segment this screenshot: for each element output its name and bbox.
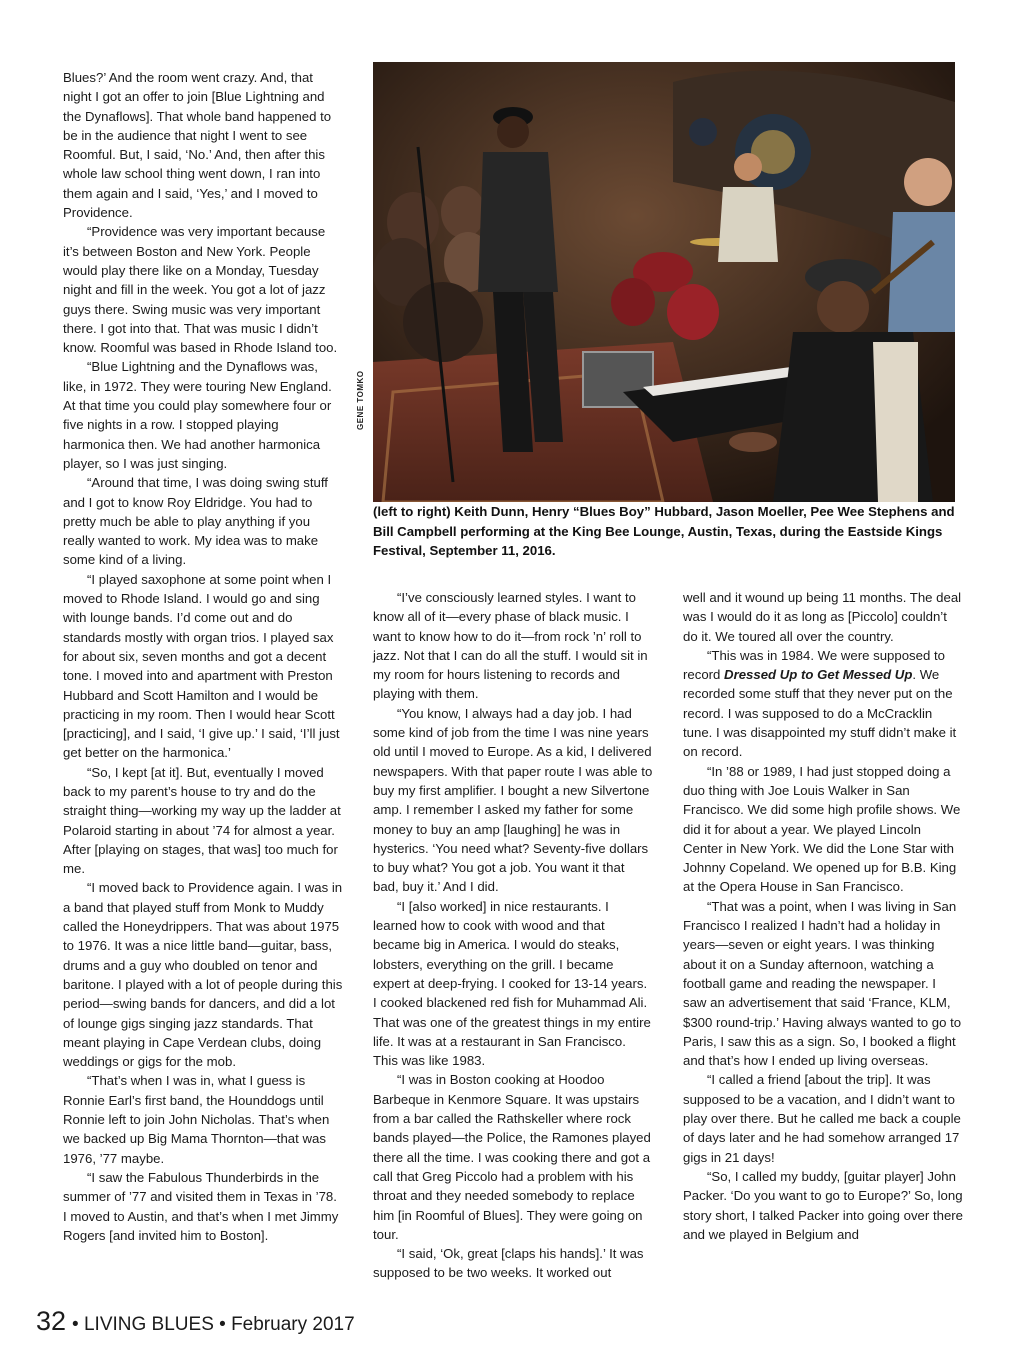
page-footer xyxy=(36,1306,355,1337)
page-number: 32 xyxy=(36,1306,67,1336)
paragraph: “I moved back to Providence again. I was in a band that played stuff from Monk to Muddy called the Honeydrippers. That was about 1975 to 1976. It was a nice little band—guitar, bass, drums and a guy who doubled on tenor and baritone. I played with a lot of people during this period—swing bands for dancers, and did a lot of lounge gigs singing jazz standards. That meant playing in Cape Verdean clubs, doing weddings or gigs for the mob. xyxy=(63,880,343,1070)
paragraph: “I played saxophone at some point when I moved to Rhode Island. I would go and sing with lounge bands. I’d come out and do standards mostly with organ trios. I played sax for about six, seven months and got a decent tone. I moved into and apartment with Preston Hubbard and Scott Hamilton and I would be practicing in my room. Then I would hear Scott [practicing], and I said, ‘I give up.’ I said, ‘I’ll just get better on the harmonica.’ xyxy=(63,571,340,761)
paragraph: Blues?’ And the room went crazy. And, that night I got an offer to join [Blue Lightning and the Dynaflows]. That whole band happened to be in the audience that night I went to see Roomful. But, I said, ‘No.’ And, then after this whole law school thing went down, I ran into them again and I said, ‘Yes,’ and I moved to Providence. xyxy=(63,70,332,221)
paragraph: “So, I called my buddy, [guitar player] John Packer. ‘Do you want to go to Europe?’ So, long story short, I talked Packer into going over there and we played in Belgium and xyxy=(683,1168,964,1242)
paragraph: “I saw the Fabulous Thunderbirds in the summer of ’77 and visited them in Texas in ’78. I moved to Austin, and that’s when I met Jimmy Rogers [and invited him to Boston]. xyxy=(63,1169,339,1243)
paragraph: “Providence was very important because it’s between Boston and New York. People would play there like on a Monday, Tuesday night and fill in the week. You got a lot of jazz guys there. Swing music was very important there. I got into that. That was music I didn’t know. Roomful was based in Rhode Island too. xyxy=(63,224,338,356)
photo-caption: (left to right) Keith Dunn, Henry “Blues Boy” Hubbard, Jason Moeller, Pee Wee Stephens and Bill Campbell performing at the King Bee Lounge, Austin, Texas, during the Eastside Kings Festival, September 11, 2016. xyxy=(373,504,955,558)
publication-line: • LIVING BLUES • February 2017 xyxy=(72,1314,355,1335)
paragraph: “That’s when I was in, what I guess is Ronnie Earl’s first band, the Hounddogs until Ronnie left to join John Nicholas. That’s when we backed up Big Mama Thornton—that was 1976, ’77 maybe. xyxy=(63,1073,330,1166)
photo-credit: GENE TOMKO xyxy=(356,370,365,430)
article-column-left xyxy=(63,68,343,1245)
paragraph-text: “This was in 1984. We were supposed to record xyxy=(683,647,945,683)
paragraph: “I called a friend [about the trip]. It was supposed to be a vacation, and I didn’t want to play over there. But he called me back a couple of days later and he had somehow arranged 17 gigs in 21 days! xyxy=(683,1072,961,1165)
band-photo-illustration xyxy=(373,62,955,502)
paragraph: “In ’88 or 1989, I had just stopped doing a duo thing with Joe Louis Walker in San Francisco. We did some high profile shows. We did it for about a year. We played Lincoln Center in New York. We did the Lone Star with Johnny Copeland. We opened up for B.B. King at the Opera House in San Francisco. xyxy=(683,763,961,895)
paragraph: “Blue Lightning and the Dynaflows was, like, in 1972. They were touring New England. At that time you could play somewhere four or five nights in a row. I stopped playing harmonica then. We had another harmonica player, so I was just singing. xyxy=(63,359,332,471)
album-title: Dressed Up to Get Messed Up xyxy=(724,667,913,683)
paragraph: well and it wound up being 11 months. The deal was I would do it as long as [Piccolo] couldn’t do it. We toured all over the country. xyxy=(683,590,962,644)
paragraph: “I [also worked] in nice restaurants. I learned how to cook with wood and that became big in America. I would do steaks, lobsters, everything on the grill. I became expert at deep-frying. I cooked for 13-14 years. I cooked blackened red fish for Muhammad Ali. That was one of the greatest things in my entire life. It was at a restaurant in San Francisco. This was like 1983. xyxy=(373,898,651,1069)
paragraph: “That was a point, when I was living in San Francisco I realized I hadn’t had a holiday in years—seven or eight years. I was thinking about it on a Sunday afternoon, watching a football game and reading the newspaper. I saw an advertisement that said ‘France, KLM, $300 round-trip.’ Having always wanted to go to Paris, I saw this as a sign. So, I booked a flight and that’s how I ended up living overseas. xyxy=(683,898,962,1069)
paragraph: “I’ve consciously learned styles. I want to know all of it—every phase of black music. I want to know how to do it—from rock ’n’ roll to jazz. Not that I can do all the stuff. I would sit in my room for hours listening to records and playing with them. xyxy=(373,590,648,702)
paragraph: “You know, I always had a day job. I had some kind of job from the time I was nine years old until I moved to Europe. As a kid, I delivered newspapers. With that paper route I was able to buy my first amplifier. I bought a new Silvertone amp. I remember I asked my father for some money to buy an amp [laughing] he was in hysterics. ‘You need what? Seventy-five dollars to buy what? You got a job. You want it that bad, buy it.’ And I did. xyxy=(373,705,653,895)
band-photo xyxy=(373,62,955,502)
article-column-middle xyxy=(373,588,653,1283)
paragraph-text: . We recorded some stuff that they never put on the record. I was supposed to do a McCracklin tune. I was disappointed my stuff didn’t make it on record. xyxy=(683,667,957,760)
paragraph: “I said, ‘Ok, great [claps his hands].’ It was supposed to be two weeks. It worked out xyxy=(373,1246,644,1281)
paragraph: “So, I kept [at it]. But, eventually I moved back to my parent’s house to try and do the straight thing—working my way up the ladder at Polaroid starting in about ’74 for almost a year. After [playing on stages, that was] too much for me. xyxy=(63,764,341,877)
paragraph: “I was in Boston cooking at Hoodoo Barbeque in Kenmore Square. It was upstairs from a bar called the Rathskeller where rock bands played—the Police, the Ramones played there all the time. I was cooking there and got a call that Greg Piccolo had a problem with his throat and they needed somebody to replace him [in Roomful of Blues]. They were going on tour. xyxy=(373,1072,651,1242)
article-column-right xyxy=(683,588,963,1244)
paragraph: “Around that time, I was doing swing stuff and I got to know Roy Eldridge. You had to pretty much be able to play anything if you really wanted to work. My idea was to make some kind of a living. xyxy=(63,475,328,568)
paragraph xyxy=(683,646,963,762)
